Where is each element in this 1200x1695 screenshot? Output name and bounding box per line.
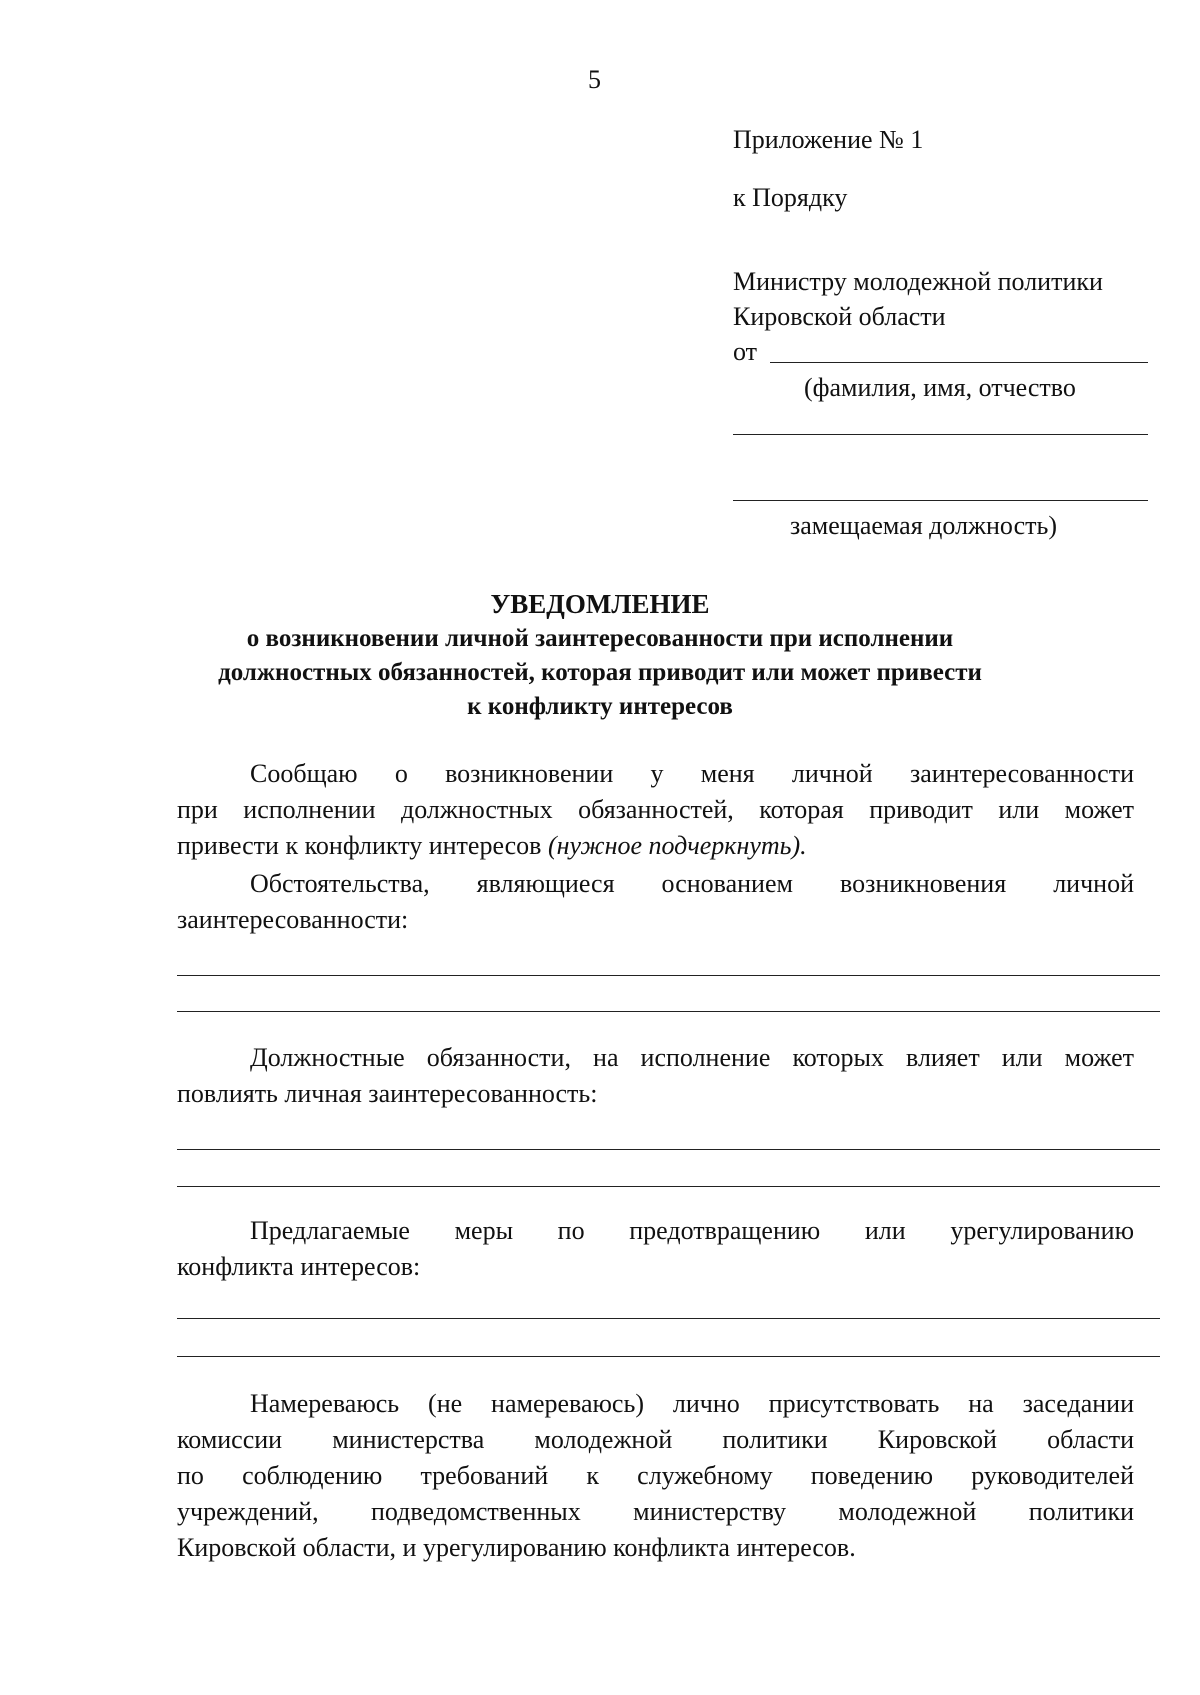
from-blank-line bbox=[770, 362, 1148, 363]
subtitle-line-1: о возникновении личной заинтересованности при исполнении bbox=[246, 625, 954, 652]
subtitle-line-3: к конфликту интересов bbox=[467, 693, 733, 720]
subtitle-line-2: должностных обязанностей, которая приводит или может привести bbox=[218, 659, 982, 686]
addressee-line-1: Министру молодежной политики bbox=[733, 267, 1103, 296]
p3-blank-line-2 bbox=[177, 1186, 1160, 1187]
p5-line-5: Кировской области, и урегулированию конфликта интересов. bbox=[177, 1533, 856, 1562]
p5-line-2: комиссии министерства молодежной политики Кировской области bbox=[177, 1425, 1134, 1454]
to-order-label: к Порядку bbox=[733, 183, 848, 212]
p1-line-3-text: привести к конфликту интересов bbox=[177, 831, 542, 860]
fio-caption: (фамилия, имя, отчество bbox=[804, 373, 1076, 402]
p5-line-3: по соблюдению требований к служебному поведению руководителей bbox=[177, 1461, 1134, 1490]
p1-line-3 bbox=[177, 828, 807, 864]
p1-line-1: Сообщаю о возникновении у меня личной заинтересованности bbox=[250, 759, 1134, 788]
document-title: УВЕДОМЛЕНИЕ bbox=[490, 589, 710, 619]
p2-line-1: Обстоятельства, являющиеся основанием возникновения личной bbox=[250, 869, 1134, 898]
p3-blank-line-1 bbox=[177, 1149, 1160, 1150]
p4-blank-line-1 bbox=[177, 1318, 1160, 1319]
p2-blank-line-2 bbox=[177, 1011, 1160, 1012]
p3-line-1: Должностные обязанности, на исполнение которых влияет или может bbox=[250, 1043, 1134, 1072]
position-caption: замещаемая должность) bbox=[790, 511, 1057, 540]
p2-line-2: заинтересованности: bbox=[177, 905, 409, 934]
p2-blank-line-1 bbox=[177, 975, 1160, 976]
p1-italic-note: (нужное подчеркнуть). bbox=[547, 831, 807, 860]
p1-line-2: при исполнении должностных обязанностей, которая приводит или может bbox=[177, 795, 1134, 824]
p4-blank-line-2 bbox=[177, 1356, 1160, 1357]
appendix-label: Приложение № 1 bbox=[733, 125, 924, 154]
from-label: от bbox=[733, 337, 758, 366]
addressee-line-2: Кировской области bbox=[733, 302, 946, 331]
p5-line-1: Намереваюсь (не намереваюсь) лично присутствовать на заседании bbox=[250, 1389, 1134, 1418]
position-blank-line bbox=[733, 500, 1148, 501]
p5-line-4: учреждений, подведомственных министерству молодежной политики bbox=[177, 1497, 1134, 1526]
p4-line-1: Предлагаемые меры по предотвращению или урегулированию bbox=[250, 1216, 1134, 1245]
p3-line-2: повлиять личная заинтересованность: bbox=[177, 1079, 598, 1108]
p4-line-2: конфликта интересов: bbox=[177, 1252, 421, 1281]
fio-blank-line bbox=[733, 434, 1148, 435]
page-number: 5 bbox=[588, 65, 601, 94]
